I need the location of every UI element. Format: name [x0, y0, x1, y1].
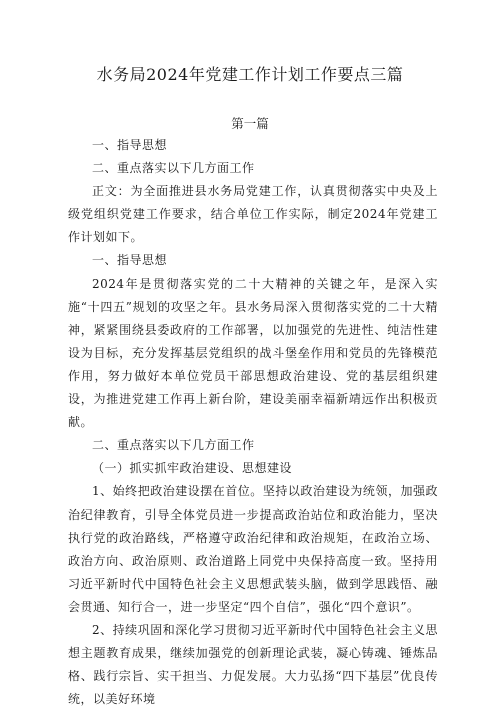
paragraph-subheading-political: （一）抓实抓牢政治建设、思想建设 — [92, 461, 293, 476]
paragraph-intro: 正文：为全面推进县水务局党建工作，认真贯彻落实中央及上级党组织党建工作要求，结合单位工作实际，制定2024年党建工作计划如下。 — [68, 184, 438, 245]
section-title: 第一篇 — [231, 116, 269, 131]
paragraph-heading-1: 一、指导思想 — [92, 138, 168, 152]
paragraph-heading-key-work: 二、重点落实以下几方面工作 — [92, 438, 255, 453]
paragraph-heading-guiding: 一、指导思想 — [92, 253, 168, 268]
paragraph-item-1: 1、始终把政治建设摆在首位。坚持以政治建设为统领，加强政治纪律教育，引导全体党员进一步提高政治站位和政治能力，坚决执行党的政治路线，严格遵守政治纪律和政治规矩，在政治立场、政治方向、政治原则、政治道路上同党中央保持高度一致。坚持用习近平新时代中国特色社会主义思想武装头脑，做到学思践悟、融会贯通、知行合一，进一步坚定“四个自信”，强化“四个意识”。 — [68, 484, 438, 614]
paragraph-item-2: 2、持续巩固和深化学习贯彻习近平新时代中国特色社会主义思想主题教育成果，继续加强党的创新理论武装，凝心铸魂、锤炼品格、践行宗旨、实干担当、力促发展。大力弘扬“四下基层”优良传统，以美好环境 — [68, 622, 438, 707]
document-body — [68, 134, 438, 711]
paragraph-heading-2: 二、重点落实以下几方面工作 — [92, 161, 255, 176]
document-title: 水务局2024年党建工作计划工作要点三篇 — [96, 65, 404, 84]
paragraph-guiding-body: 2024年是贯彻落实党的二十大精神的关键之年，是深入实施“十四五”规划的攻坚之年。县水务局深入贯彻落实党的二十大精神，紧紧围绕县委政府的工作部署，以加强党的先进性、纯洁性建设为目标，充分发挥基层党组织的战斗堡垒作用和党员的先锋模范作用，努力做好本单位党员干部思想政治建设、党的基层组织建设，为推进党建工作再上新台阶，建设美丽幸福新靖远作出积极贡献。 — [68, 276, 438, 430]
